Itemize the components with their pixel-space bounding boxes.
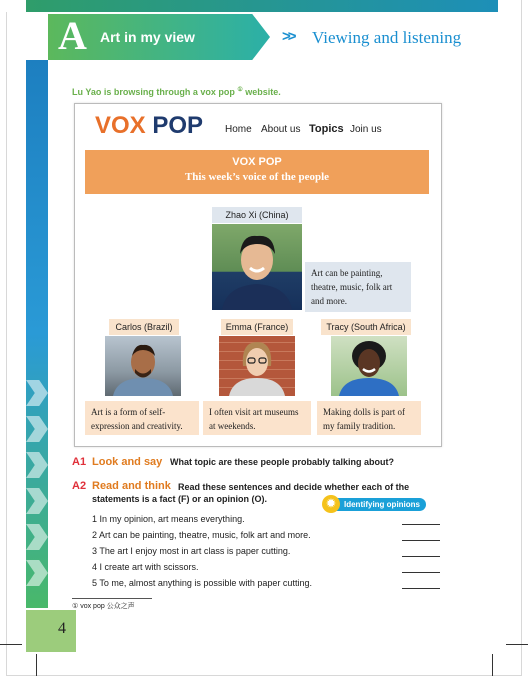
chevron-shape (26, 380, 48, 406)
portrait-carlos (105, 336, 181, 396)
quote-carlos: Art is a form of self-expression and creativity. (85, 401, 199, 435)
nav-join-us[interactable]: Join us (350, 124, 382, 135)
nav-topics[interactable]: Topics (309, 123, 344, 135)
answer-blank-2[interactable] (402, 540, 440, 541)
statement-2: 2 Art can be painting, theatre, music, folk art and more. (92, 530, 311, 540)
answer-blank-1[interactable] (402, 524, 440, 525)
question-a2-tag: A2 (72, 480, 87, 492)
chevron-shape (26, 560, 48, 586)
statement-5: 5 To me, almost anything is possible with paper cutting. (92, 578, 312, 588)
answer-blank-5[interactable] (402, 588, 440, 589)
chevron-shape (26, 524, 48, 550)
photo-tracy (331, 336, 407, 396)
crop-mark (0, 644, 22, 645)
intro-text-end: website. (245, 87, 281, 97)
logo-vox: VOX (95, 112, 146, 139)
top-bar-gap (6, 0, 26, 12)
question-a2-text-line1: Read these sentences and decide whether each of the (178, 482, 410, 492)
section-title: Art in my view (100, 29, 195, 45)
photo-emma (219, 336, 295, 396)
portrait-zhao-xi (212, 224, 302, 310)
crop-mark (492, 654, 493, 676)
person-name-carlos: Carlos (Brazil) (109, 319, 179, 335)
website-banner (85, 150, 429, 194)
footnote-divider (72, 598, 152, 599)
vox-pop-logo (95, 112, 203, 140)
logo-pop: POP (152, 112, 204, 139)
statement-4: 4 I create art with scissors. (92, 562, 199, 572)
quote-emma: I often visit art museums at weekends. (203, 401, 311, 435)
photo-zhao-xi (212, 224, 302, 310)
statement-1: 1 In my opinion, art means everything. (92, 514, 245, 524)
double-arrow-icon: >> (282, 28, 294, 45)
question-a1-title: Look and say (92, 456, 163, 468)
lightbulb-icon: ✹ (322, 495, 340, 513)
nav-about-us[interactable]: About us (261, 124, 301, 135)
top-color-bar (26, 0, 498, 12)
nav-home[interactable]: Home (225, 124, 252, 135)
portrait-emma (219, 336, 295, 396)
person-name-emma: Emma (France) (221, 319, 293, 335)
question-a2-title: Read and think (92, 480, 171, 492)
banner-subtitle: This week’s voice of the people (184, 171, 330, 183)
page-number: 4 (58, 620, 66, 637)
portrait-tracy (331, 336, 407, 396)
person-name-zhao-xi: Zhao Xi (China) (212, 207, 302, 223)
answer-blank-3[interactable] (402, 556, 440, 557)
vox-pop-website-panel (74, 103, 442, 447)
chevron-shape (26, 488, 48, 514)
chevron-shape (26, 452, 48, 478)
identifying-opinions-badge (324, 498, 426, 511)
footnote-marker: ① (237, 87, 243, 93)
intro-text: Lu Yao is browsing through a vox pop (72, 87, 235, 97)
question-a1-text: What topic are these people probably talking about? (170, 457, 395, 467)
crop-mark (506, 644, 528, 645)
statement-3: 3 The art I enjoy most in art class is paper cutting. (92, 546, 291, 556)
section-letter: A (58, 13, 87, 58)
strip-chevron-pattern (26, 380, 48, 600)
footnote: ① vox pop 公众之声 (72, 603, 135, 610)
chevron-shape (26, 416, 48, 442)
question-a1-tag: A1 (72, 456, 87, 468)
quote-tracy: Making dolls is part of my family tradition. (317, 401, 421, 435)
crop-mark (36, 654, 37, 676)
question-a2-text-line2: statements is a fact (F) or an opinion (O). (92, 494, 268, 504)
intro-sentence (72, 86, 281, 97)
page-number-tab (26, 610, 76, 652)
answer-blank-4[interactable] (402, 572, 440, 573)
person-name-tracy: Tracy (South Africa) (321, 319, 411, 335)
photo-carlos (105, 336, 181, 396)
quote-zhao-xi: Art can be painting, theatre, music, folk art and more. (305, 262, 411, 312)
section-subtitle: Viewing and listening (312, 28, 462, 47)
badge-label: Identifying opinions (344, 500, 420, 509)
banner-title: VOX POP (232, 156, 282, 168)
